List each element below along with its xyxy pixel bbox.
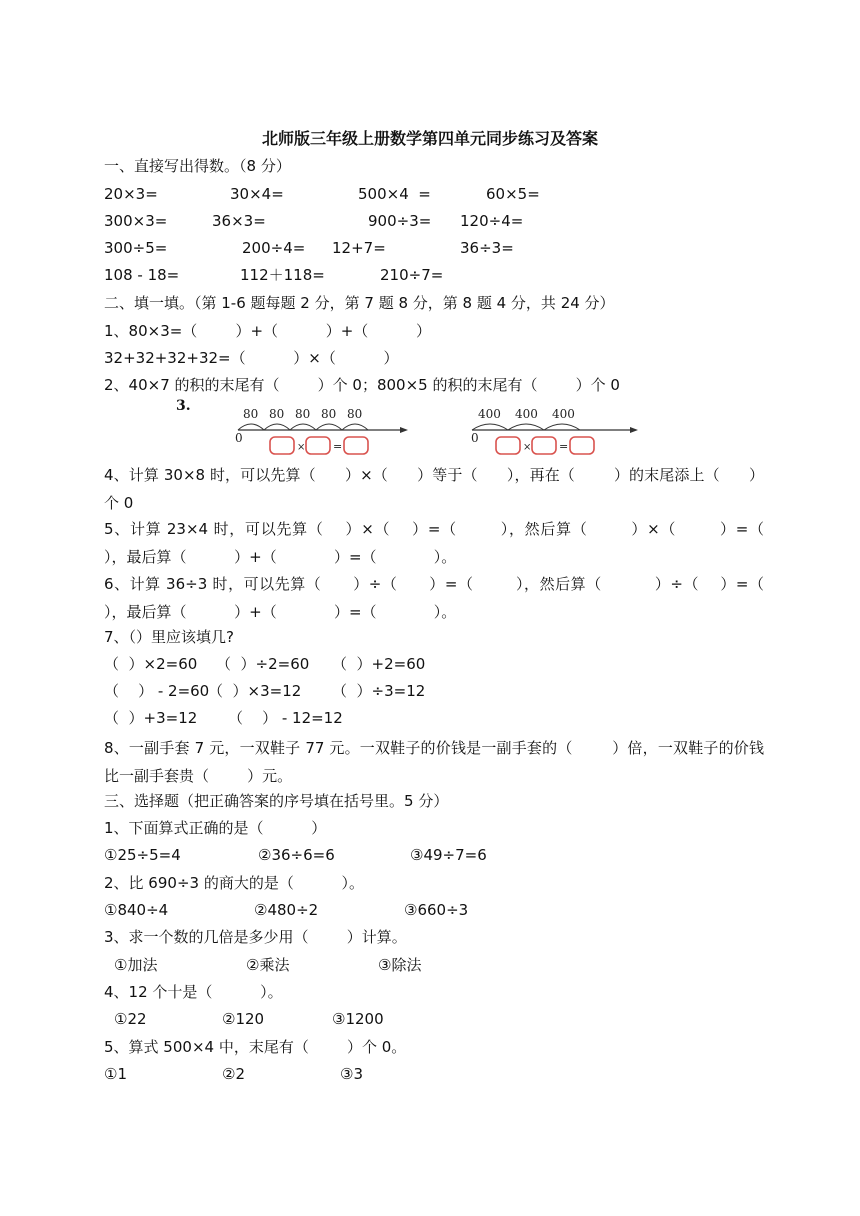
s2-q7-row-3 [104, 707, 343, 729]
seg-label: 80 [347, 407, 363, 421]
option[interactable]: ③660÷3 [404, 901, 469, 919]
s3-q5-options [104, 1063, 363, 1085]
s1-item: 300×3= [104, 212, 168, 230]
blank-box[interactable] [570, 437, 594, 454]
option[interactable]: ①840÷4 [104, 901, 169, 919]
s3-q3-options [104, 954, 422, 976]
s1-row-3 [104, 237, 514, 259]
s1-item: 108 - 18= [104, 266, 180, 284]
times-sign: × [297, 442, 306, 453]
s3-q1: 1、下面算式正确的是（ ） [104, 819, 327, 837]
option[interactable]: ①1 [104, 1065, 127, 1083]
blank-box[interactable] [344, 437, 368, 454]
option[interactable]: ②480÷2 [254, 901, 319, 919]
s1-row-4 [104, 264, 444, 286]
s1-item: 500×4 = [358, 185, 431, 203]
blank-box[interactable] [306, 437, 330, 454]
option[interactable]: ①25÷5=4 [104, 846, 181, 864]
option[interactable]: ③1200 [332, 1010, 384, 1028]
s1-item: 30×4= [230, 185, 284, 203]
zero-label: 0 [471, 431, 479, 445]
option[interactable]: ③3 [340, 1065, 363, 1083]
option[interactable]: ①22 [114, 1010, 147, 1028]
s1-item: 36÷3= [460, 239, 514, 257]
s2-q7-row-2 [104, 680, 426, 702]
q7-item: （ ）+3=12 [104, 709, 198, 727]
option[interactable]: ②乘法 [246, 956, 290, 974]
s1-item: 112＋118= [240, 266, 325, 284]
option[interactable]: ③49÷7=6 [410, 846, 487, 864]
q7-item: （ ） - 12=12 [228, 709, 343, 727]
number-line-left [232, 406, 412, 456]
s2-q4: 4、计算 30×8 时，可以先算（ ）×（ ）等于（ ），再在（ ）的末尾添上（ ）个 0 [104, 466, 764, 512]
section-2-heading: 二、填一填。（第 1-6 题每题 2 分，第 7 题 8 分，第 8 题 4 分，共 24 分） [104, 294, 615, 312]
s1-item: 60×5= [486, 185, 540, 203]
s3-q2-options [104, 899, 469, 921]
section-3-heading: 三、选择题（把正确答案的序号填在括号里。5 分） [104, 792, 449, 810]
number-line-right [466, 406, 646, 456]
s1-item: 900÷3= [368, 212, 432, 230]
s1-item: 300÷5= [104, 239, 168, 257]
seg-label: 80 [321, 407, 337, 421]
s1-item: 120÷4= [460, 212, 524, 230]
s3-q5: 5、算式 500×4 中，末尾有（ ）个 0。 [104, 1038, 407, 1056]
s1-item: 200÷4= [242, 239, 306, 257]
section-1-heading: 一、直接写出得数。（8 分） [104, 157, 291, 175]
q7-item: （ ）÷3=12 [332, 682, 426, 700]
seg-label: 80 [243, 407, 259, 421]
s3-q1-options [104, 844, 487, 866]
q7-item: （ ）×3=12 [208, 682, 302, 700]
s1-item: 210÷7= [380, 266, 444, 284]
seg-label: 400 [478, 407, 501, 421]
blank-box[interactable] [532, 437, 556, 454]
s3-q2: 2、比 690÷3 的商大的是（ ）。 [104, 874, 365, 892]
equals-sign: = [559, 440, 569, 453]
seg-label: 400 [552, 407, 575, 421]
s2-q1b: 32+32+32+32=（ ）×（ ） [104, 349, 399, 367]
blank-box[interactable] [496, 437, 520, 454]
s2-q5: 5、计算 23×4 时，可以先算（ ）×（ ）=（ ），然后算（ ）×（ ）=（ ），最后算（ ）+（ ）=（ ）。 [104, 520, 812, 566]
s3-q4-options [104, 1008, 384, 1030]
option[interactable]: ②2 [222, 1065, 245, 1083]
seg-label: 80 [295, 407, 311, 421]
seg-label: 80 [269, 407, 285, 421]
option[interactable]: ③除法 [378, 956, 422, 974]
q7-item: （ ）+2=60 [332, 655, 426, 673]
s1-item: 36×3= [212, 212, 266, 230]
s2-q3-label: 3. [176, 398, 191, 414]
equals-sign: = [333, 440, 343, 453]
q7-item: （ ）÷2=60 [216, 655, 310, 673]
s3-q3: 3、求一个数的几倍是多少用（ ）计算。 [104, 928, 407, 946]
s2-q6: 6、计算 36÷3 时，可以先算（ ）÷（ ）=（ ），然后算（ ）÷（ ）=（ ），最后算（ ）+（ ）=（ ）。 [104, 575, 812, 621]
page-title: 北师版三年级上册数学第四单元同步练习及答案 [261, 129, 598, 148]
s2-q7-head: 7、（）里应该填几? [104, 628, 235, 646]
s1-item: 20×3= [104, 185, 158, 203]
q7-item: （ ） - 2=60 [104, 682, 210, 700]
blank-box[interactable] [270, 437, 294, 454]
option[interactable]: ②36÷6=6 [258, 846, 335, 864]
s1-item: 12+7= [332, 239, 386, 257]
s2-q8: 8、一副手套 7 元，一双鞋子 77 元。一双鞋子的价钱是一副手套的（ ）倍，一双鞋子的价钱比一副手套贵（ ）元。 [104, 739, 764, 785]
seg-label: 400 [515, 407, 538, 421]
s1-row-1 [104, 183, 540, 205]
s2-q2: 2、40×7 的积的末尾有（ ）个 0；800×5 的积的末尾有（ ）个 0 [104, 376, 620, 394]
times-sign: × [523, 442, 532, 453]
option[interactable]: ①加法 [114, 956, 158, 974]
s3-q4: 4、12 个十是（ ）。 [104, 983, 283, 1001]
option[interactable]: ②120 [222, 1010, 265, 1028]
s2-q1a: 1、80×3=（ ）+（ ）+（ ） [104, 322, 431, 340]
s1-row-2 [104, 210, 524, 232]
zero-label: 0 [235, 431, 243, 445]
s2-q7-row-1 [104, 653, 426, 675]
q7-item: （ ）×2=60 [104, 655, 198, 673]
